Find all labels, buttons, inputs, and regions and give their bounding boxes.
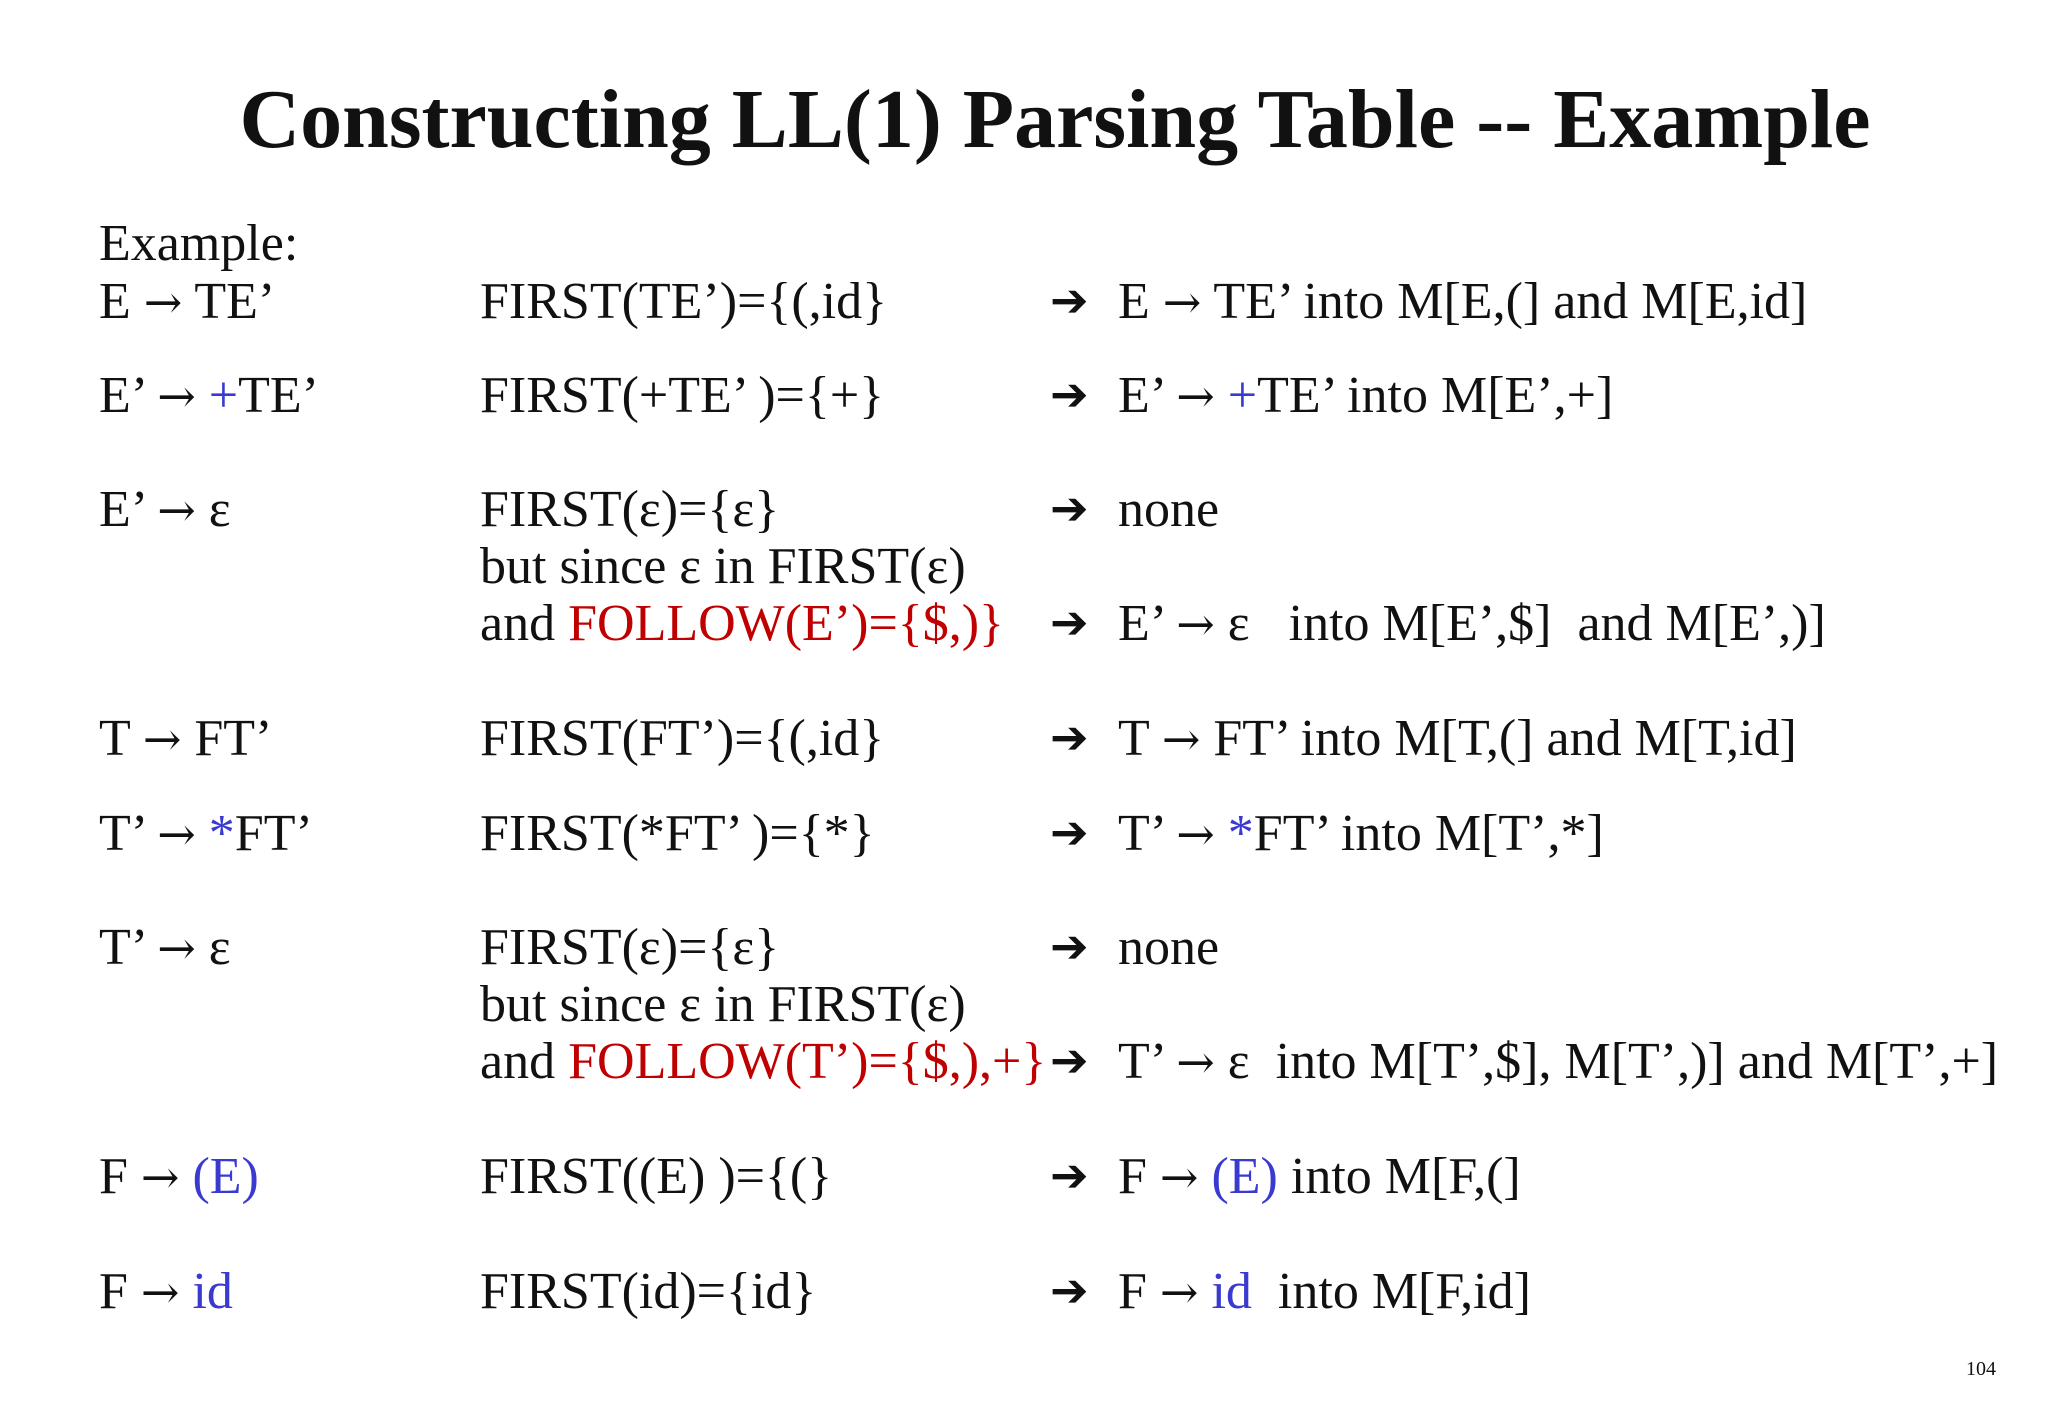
derives-arrow: → (1159, 1265, 1199, 1319)
epsilon-note: but since ε in FIRST(ε) (480, 538, 966, 595)
table-action (1050, 273, 1808, 330)
table-action (1050, 805, 1604, 862)
production-e-prime-epsilon (99, 481, 231, 538)
and-text: and (480, 1033, 569, 1090)
implies-arrow-icon: ➔ (1050, 710, 1089, 764)
lhs: T’ (1118, 1033, 1164, 1090)
implies-arrow-icon: ➔ (1050, 805, 1089, 859)
derives-arrow: → (157, 483, 196, 537)
first-set: FIRST(id)={id} (480, 1263, 817, 1320)
action-none: none (1118, 919, 1220, 976)
first-set: FIRST(ε)={ε} (480, 481, 780, 538)
lhs: T’ (1118, 805, 1164, 862)
action-text: into M[E’,$] and M[E’,)] (1249, 595, 1826, 652)
derives-arrow: → (140, 1265, 180, 1319)
implies-arrow-icon: ➔ (1050, 273, 1089, 327)
lhs: E’ (1118, 367, 1164, 424)
derives-arrow: → (140, 1150, 180, 1204)
lhs: F (99, 1148, 128, 1205)
terminal-id: id (192, 1263, 233, 1320)
follow-set-line (480, 595, 1004, 652)
rhs: TE’ (238, 367, 319, 424)
production-e-prime-plus (99, 367, 319, 424)
example-label: Example: (99, 215, 299, 272)
rhs: TE’ (1213, 273, 1291, 330)
rhs: TE’ (1257, 367, 1335, 424)
implies-arrow-icon: ➔ (1050, 595, 1089, 649)
table-action (1050, 1033, 1999, 1090)
derives-arrow: → (143, 275, 183, 329)
rhs: ε (1227, 595, 1250, 652)
lhs: E’ (99, 481, 145, 538)
table-action (1050, 1263, 1531, 1320)
derives-arrow: → (1162, 275, 1202, 329)
terminal-star: * (1227, 805, 1254, 862)
derives-arrow: → (1176, 807, 1215, 861)
derives-arrow: → (157, 921, 196, 975)
lhs: E (99, 273, 131, 330)
production-f-paren (99, 1148, 259, 1205)
first-set: FIRST(+TE’ )={+} (480, 367, 885, 424)
follow-set: FOLLOW(E’)={$,)} (568, 595, 1004, 652)
lhs: F (99, 1263, 128, 1320)
table-action (1050, 367, 1614, 424)
implies-arrow-icon: ➔ (1050, 1148, 1089, 1202)
action-text: into M[F,(] (1277, 1148, 1521, 1205)
production-f-id (99, 1263, 233, 1320)
lhs: T (99, 710, 130, 767)
derives-arrow: → (1159, 1150, 1199, 1204)
lhs: T’ (99, 919, 145, 976)
page-number: 104 (1966, 1358, 1996, 1380)
lhs: F (1118, 1148, 1147, 1205)
terminal-plus: + (1227, 367, 1258, 424)
table-action-none (1050, 919, 1220, 976)
first-set: FIRST(TE’)={(,id} (480, 273, 888, 330)
follow-set-line (480, 1033, 1047, 1090)
production-t-prime-epsilon (99, 919, 231, 976)
first-set: FIRST(*FT’ )={*} (480, 805, 875, 862)
production-t (99, 710, 273, 767)
derives-arrow: → (142, 712, 182, 766)
terminal-paren-e: (E) (1211, 1148, 1278, 1205)
action-none: none (1118, 481, 1220, 538)
implies-arrow-icon: ➔ (1050, 1033, 1089, 1087)
derives-arrow: → (157, 807, 196, 861)
production-e (99, 273, 276, 330)
derives-arrow: → (157, 369, 196, 423)
and-text: and (480, 595, 569, 652)
lhs: E’ (1118, 595, 1164, 652)
first-set: FIRST(FT’)={(,id} (480, 710, 885, 767)
epsilon-note: but since ε in FIRST(ε) (480, 976, 966, 1033)
production-t-prime-star (99, 805, 313, 862)
rhs: ε (1227, 1033, 1250, 1090)
action-text: into M[T’,$], M[T’,)] and M[T’,+] (1249, 1033, 1999, 1090)
table-action (1050, 1148, 1521, 1205)
derives-arrow: → (1176, 597, 1215, 651)
rhs: FT’ (1253, 805, 1328, 862)
lhs: E (1118, 273, 1150, 330)
lhs: T (1118, 710, 1149, 767)
rhs: FT’ (234, 805, 313, 862)
rhs: FT’ (1213, 710, 1288, 767)
lhs: F (1118, 1263, 1147, 1320)
action-text: into M[T,(] and M[T,id] (1287, 710, 1797, 767)
terminal-plus: + (208, 367, 239, 424)
implies-arrow-icon: ➔ (1050, 481, 1089, 535)
table-action (1050, 595, 1826, 652)
action-text: into M[T’,*] (1327, 805, 1604, 862)
derives-arrow: → (1176, 1035, 1215, 1089)
first-set: FIRST((E) )={(} (480, 1148, 833, 1205)
implies-arrow-icon: ➔ (1050, 1263, 1089, 1317)
slide-title: Constructing LL(1) Parsing Table -- Example (239, 73, 1871, 166)
action-text: into M[E,(] and M[E,id] (1290, 273, 1808, 330)
action-text: into M[F,id] (1251, 1263, 1531, 1320)
implies-arrow-icon: ➔ (1050, 919, 1089, 973)
action-text: into M[E’,+] (1334, 367, 1614, 424)
terminal-star: * (208, 805, 235, 862)
rhs: ε (208, 919, 231, 976)
rhs: TE’ (194, 273, 276, 330)
terminal-paren-e: (E) (192, 1148, 259, 1205)
rhs: ε (208, 481, 231, 538)
table-action-none (1050, 481, 1220, 538)
derives-arrow: → (1161, 712, 1201, 766)
derives-arrow: → (1176, 369, 1215, 423)
terminal-id: id (1211, 1263, 1252, 1320)
first-set: FIRST(ε)={ε} (480, 919, 780, 976)
rhs: FT’ (194, 710, 273, 767)
implies-arrow-icon: ➔ (1050, 367, 1089, 421)
table-action (1050, 710, 1797, 767)
lhs: E’ (99, 367, 145, 424)
follow-set: FOLLOW(T’)={$,),+} (568, 1033, 1047, 1090)
lhs: T’ (99, 805, 145, 862)
